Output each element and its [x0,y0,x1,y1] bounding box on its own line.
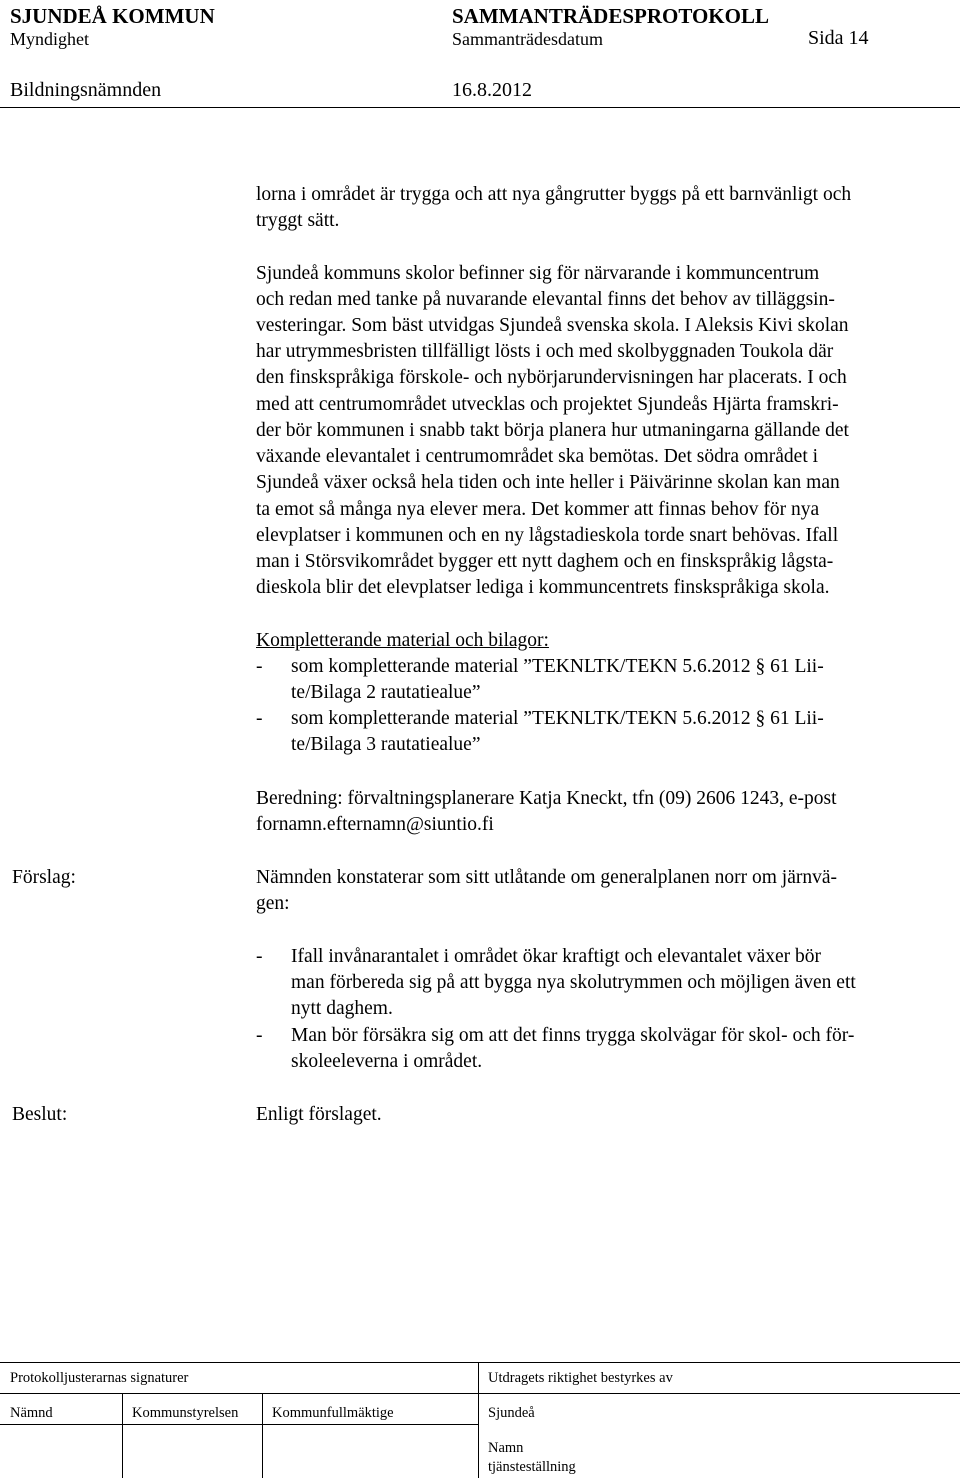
footer-rule-mid [0,1393,960,1394]
paragraph-line: med att centrumområdet utvecklas och projektet Sjundeås Hjärta framskri- [256,394,839,415]
attachment-item: som kompletterande material ”TEKNLTK/TEKN 5.6.2012 § 61 Lii- [291,656,824,677]
preparation-contact: fornamn.efternamn@siuntio.fi [256,814,494,835]
bullet-dash: - [256,946,263,967]
bullet-dash: - [256,656,263,677]
certified-label: Utdragets riktighet bestyrkes av [488,1370,673,1386]
bullet-dash: - [256,708,263,729]
paragraph-line: vesteringar. Som bäst utvidgas Sjundeå svenska skola. I Aleksis Kivi skolan [256,315,849,336]
decision-text: Enligt förslaget. [256,1104,382,1125]
paragraph-line: man i Störsvikområdet bygger ett nytt daghem och en finskspråkig lågsta- [256,551,834,572]
paragraph-line: tryggt sätt. [256,210,340,231]
proposal-bullet-cont: man förbereda sig på att bygga nya skolutrymmen och möjligen även ett [291,972,856,993]
footer-col-divider [262,1393,263,1478]
decision-label: Beslut: [12,1104,68,1125]
paragraph-line: har utrymmesbristen tillfälligt lösts i och med skolbyggnaden Toukola där [256,341,834,362]
paragraph-line: den finskspråkiga förskole- och nybörjarundervisningen har placerats. I och [256,367,847,388]
attachment-item: som kompletterande material ”TEKNLTK/TEKN 5.6.2012 § 61 Lii- [291,708,824,729]
bullet-dash: - [256,1025,263,1046]
footer-col-kf: Kommunfullmäktige [272,1405,394,1421]
proposal-bullet-cont: nytt daghem. [291,998,393,1019]
proposal-intro: Nämnden konstaterar som sitt utlåtande om generalplanen norr om järnvä- [256,867,838,888]
authority-name: Bildningsnämnden [10,79,162,101]
signatures-label: Protokolljusterarnas signaturer [10,1370,189,1386]
attachment-item-cont: te/Bilaga 3 rautatiealue” [291,734,481,755]
proposal-bullet: Man bör försäkra sig om att det finns trygga skolvägar för skol- och för- [291,1025,855,1046]
footer-rule-inner [0,1424,478,1425]
preparation-line: Beredning: förvaltningsplanerare Katja Kneckt, tfn (09) 2606 1243, e-post [256,788,837,809]
document-type: SAMMANTRÄDESPROTOKOLL [452,4,769,28]
meeting-date: 16.8.2012 [452,79,532,101]
footer-col-sjundea: Sjundeå [488,1405,535,1421]
footer-col-ks: Kommunstyrelsen [132,1405,239,1421]
paragraph-line: växande elevantalet i centrumområdet ska bemötas. Det södra området i [256,446,819,467]
paragraph-line: Sjundeå kommuns skolor befinner sig för närvarande i kommuncentrum [256,263,820,284]
attachments-heading: Kompletterande material och bilagor: [256,630,549,651]
footer-col-namnd: Nämnd [10,1405,53,1421]
footer-rule-top [0,1362,960,1363]
header-rule [0,107,960,108]
paragraph-line: ta emot så många nya elever mera. Det kommer att finnas behov för nya [256,499,820,520]
authority-label: Myndighet [10,29,89,49]
proposal-label: Förslag: [12,867,76,888]
paragraph-line: dieskola blir det elevplatser lediga i kommuncentrets finskspråkiga skola. [256,577,830,598]
footer-col-divider [122,1393,123,1478]
proposal-bullet: Ifall invånarantalet i området ökar kraftigt och elevantalet växer bör [291,946,822,967]
municipality-name: SJUNDEÅ KOMMUN [10,4,215,28]
paragraph-line: elevplatser i kommunen och en ny lågstadieskola torde snart behövas. Ifall [256,525,839,546]
date-label: Sammanträdesdatum [452,29,603,49]
paragraph-line: lorna i området är trygga och att nya gångrutter byggs på ett barnvänligt och [256,184,852,205]
paragraph-line: der bör kommunen i snabb takt börja planera hur utmaningarna gällande det [256,420,849,441]
proposal-bullet-cont: skoleeleverna i området. [291,1051,483,1072]
page-number: Sida 14 [808,27,869,49]
footer-position-label: tjänsteställning [488,1459,576,1475]
footer-divider [478,1362,479,1478]
paragraph-line: Sjundeå växer också hela tiden och inte heller i Päivärinne skolan kan man [256,472,840,493]
footer-name-label: Namn [488,1440,524,1456]
paragraph-line: och redan med tanke på nuvarande elevantal finns det behov av tilläggsin- [256,289,835,310]
proposal-intro: gen: [256,893,290,914]
attachment-item-cont: te/Bilaga 2 rautatiealue” [291,682,481,703]
